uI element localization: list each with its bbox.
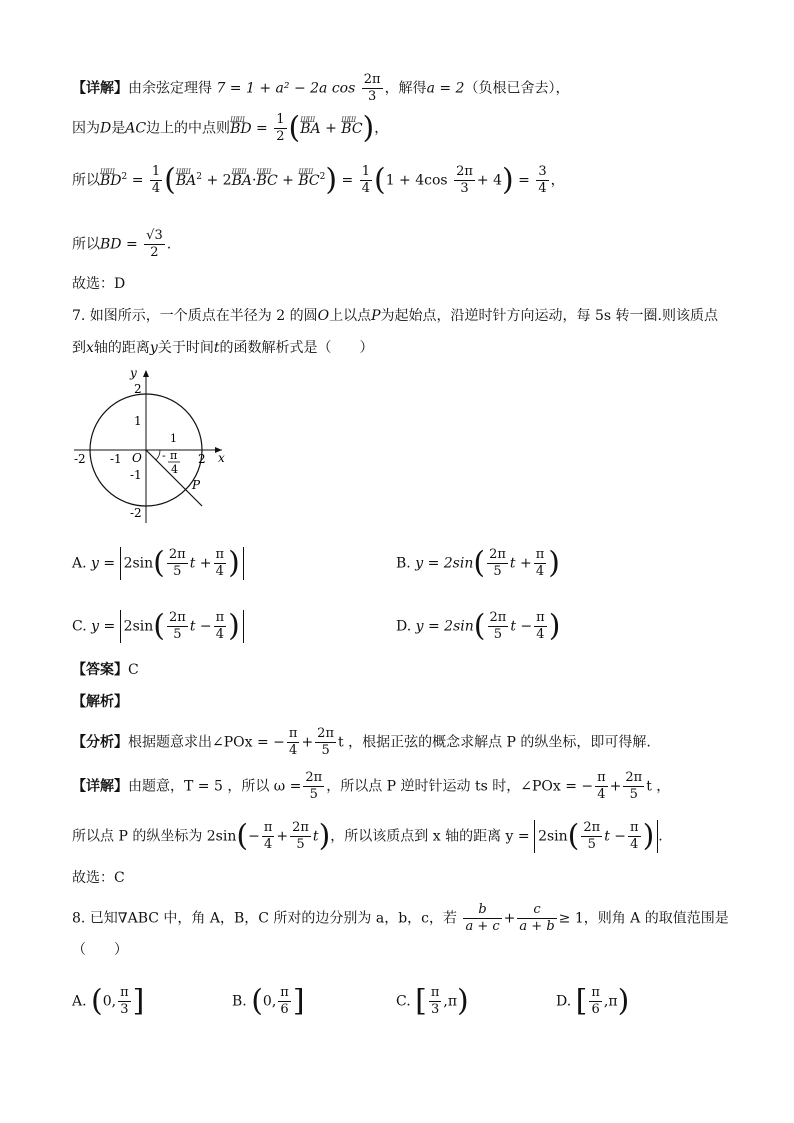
fraction — [463, 902, 501, 935]
numerator: π — [535, 547, 545, 562]
fraction — [454, 164, 475, 197]
paren: ) — [501, 162, 514, 198]
text: t − — [604, 828, 627, 845]
equation: 7 = 1 + a² − 2a cos — [216, 80, 356, 97]
eq: = — [131, 172, 144, 189]
numerator: 2π — [489, 547, 506, 562]
denominator: 5 — [629, 787, 638, 802]
origin-label: O — [132, 451, 142, 465]
text: 2sin — [538, 828, 568, 845]
numerator: 1 — [276, 112, 285, 127]
text: 为起始点，沿逆时针方向运动，每 5s 转一圈.则该质点 — [380, 308, 718, 324]
text: 1 + 4cos — [385, 172, 448, 189]
q8-stem — [72, 902, 729, 935]
var-P: P — [371, 308, 381, 324]
answer-tag: 【答案】 — [72, 662, 128, 678]
text: 到 — [72, 340, 86, 356]
paren: ) — [362, 110, 375, 146]
fraction — [589, 985, 602, 1018]
sup: 2 — [196, 171, 203, 182]
numerator: π — [288, 726, 298, 741]
text: ，所以点 P 逆时针运动 ts 时，∠POx = − — [326, 778, 594, 795]
numerator: π — [536, 610, 545, 625]
text: 轴的距离 — [93, 340, 150, 356]
denominator: 4 — [536, 627, 545, 642]
detail-line-1 — [72, 72, 569, 105]
fraction — [290, 820, 311, 853]
q7-xiangjie-2 — [72, 820, 663, 853]
abs-bars — [534, 820, 658, 853]
paren: ) — [318, 818, 331, 854]
option-key: A. — [72, 993, 87, 1010]
text: ， — [550, 172, 565, 189]
text: 关于时间 — [157, 340, 214, 356]
text: 根据题意求出∠POx = − — [128, 734, 285, 751]
numerator: 2π — [489, 610, 507, 625]
abs-bars — [120, 547, 244, 580]
answer-value: C — [128, 662, 139, 678]
q8-option-c[interactable] — [396, 985, 469, 1018]
paren: ( — [164, 162, 176, 198]
text: ≥ 1，则角 A 的取值范围是 — [558, 910, 729, 927]
numerator: π — [630, 820, 639, 835]
text: 所以点 P 的纵坐标为 2sin — [72, 828, 237, 845]
text: 因为 — [72, 120, 100, 137]
fraction — [214, 547, 227, 580]
text: t — [312, 828, 319, 845]
denominator: 3 — [120, 1002, 129, 1017]
paren: ) — [228, 545, 240, 581]
q7-fenxi — [72, 726, 651, 759]
text: ， — [374, 120, 389, 137]
numerator: 2π — [305, 770, 323, 785]
option-key: A. — [72, 555, 87, 572]
q7-option-a[interactable] — [72, 547, 244, 580]
fraction — [360, 164, 372, 197]
numerator: 1 — [151, 164, 161, 179]
vector-BC: ШШ BC — [256, 171, 277, 191]
text: 8. 已知∇ABC 中，角 A，B，C 所对的边分别为 a，b，c，若 — [72, 910, 458, 927]
numerator: 2π — [168, 547, 186, 562]
text: t + — [189, 555, 212, 572]
fraction — [167, 610, 188, 643]
numerator: b — [463, 902, 501, 919]
fraction — [274, 112, 286, 145]
vector-BA: ШШ BA — [176, 171, 196, 191]
paren: ( — [153, 545, 165, 581]
fraction — [262, 820, 275, 853]
paren: ( — [567, 818, 580, 854]
text: t ，根据正弦的概念求解点 P 的纵坐标，即可得解. — [338, 734, 651, 751]
denominator: 6 — [280, 1002, 289, 1017]
denominator: 5 — [321, 743, 330, 758]
numerator: 1 — [361, 164, 370, 179]
op: + — [609, 778, 622, 795]
fraction — [278, 985, 291, 1018]
q8-paren: （ ） — [72, 942, 128, 958]
lhs: y = 2sin — [415, 618, 474, 635]
denominator: 2 — [150, 245, 159, 260]
numerator: 2π — [317, 726, 334, 741]
op: − — [248, 828, 260, 845]
numerator: π — [215, 547, 225, 562]
q7-option-b[interactable] — [396, 547, 560, 580]
text: t ， — [646, 778, 671, 795]
var-D: D — [100, 120, 112, 137]
angle-den: 4 — [171, 463, 178, 476]
text: 的函数解析式是（ ） — [219, 340, 374, 356]
q7-xiangjie-1 — [72, 770, 670, 803]
numerator: 2π — [456, 164, 473, 179]
denominator: 3 — [460, 181, 469, 196]
vector-BA: ШШ BA — [232, 171, 252, 191]
numerator: π — [280, 985, 289, 1000]
bracket: ] — [132, 983, 145, 1019]
angle-pi: π — [170, 449, 178, 462]
op: + — [276, 828, 289, 845]
numerator: 2π — [363, 72, 381, 87]
option-key: C. — [72, 618, 87, 635]
denominator: 4 — [289, 743, 298, 758]
vector-BC: ШШ BC — [298, 171, 319, 191]
angle-arc — [156, 450, 160, 460]
fraction — [167, 547, 188, 580]
q7-option-d[interactable] — [396, 610, 560, 643]
denominator: 5 — [309, 787, 318, 802]
xiangjie-tag: 【详解】 — [72, 778, 128, 795]
tick-x-neg2: -2 — [74, 452, 86, 466]
eq: = — [518, 172, 530, 189]
numerator: π — [430, 985, 440, 1000]
option-key: D. — [556, 993, 572, 1010]
denominator: a + b — [519, 919, 555, 934]
text: 是 — [111, 120, 126, 137]
fraction — [144, 228, 165, 261]
text: ,π — [443, 993, 458, 1010]
fraction — [536, 164, 548, 197]
denominator: 5 — [493, 564, 502, 579]
q8-option-a[interactable] — [72, 985, 144, 1018]
numerator: π — [597, 770, 606, 785]
paren: ) — [228, 608, 240, 644]
denominator: 5 — [493, 627, 503, 642]
fraction — [429, 985, 442, 1018]
numerator: π — [215, 610, 225, 625]
fraction — [628, 820, 641, 853]
paren: ) — [548, 545, 560, 581]
fraction — [287, 726, 300, 759]
denominator: 4 — [597, 787, 606, 802]
numerator: 2π — [583, 820, 601, 835]
vector-BA: ШШ BA — [300, 119, 320, 139]
vector-BC: ШШ BC — [341, 119, 362, 139]
tick-y-1: 1 — [134, 414, 142, 428]
abs-bars — [120, 610, 244, 643]
denominator: 4 — [538, 181, 547, 196]
eq: = — [341, 172, 354, 189]
text: . — [658, 828, 663, 845]
paren: ( — [473, 608, 486, 644]
text: （负根已舍去）， — [464, 80, 570, 97]
fraction — [595, 770, 608, 803]
numerator: 2π — [292, 820, 309, 835]
text: 2sin — [123, 618, 154, 635]
numerator: π — [120, 985, 129, 1000]
denominator: 3 — [430, 1002, 440, 1017]
text: t + — [509, 555, 532, 572]
fraction — [581, 820, 602, 853]
text: ，所以该质点到 x 轴的距离 y = — [330, 828, 530, 845]
text: ,π — [603, 993, 618, 1010]
numerator: 2π — [168, 610, 186, 625]
var-x: x — [86, 340, 94, 356]
fraction — [303, 770, 324, 803]
denominator: 4 — [630, 837, 639, 852]
fraction — [534, 547, 547, 580]
angle-minus: - — [162, 449, 166, 462]
bracket: [ — [415, 983, 427, 1019]
text: 上以点 — [329, 308, 372, 324]
q7-stem-line-1 — [72, 306, 718, 326]
x-label: x — [218, 451, 225, 465]
denominator: a + c — [465, 919, 500, 934]
paren: ( — [153, 608, 165, 644]
paren: ) — [325, 162, 338, 198]
text: t − — [189, 618, 212, 635]
fraction — [118, 985, 131, 1018]
detail-line-3 — [72, 164, 565, 197]
text: t − — [510, 618, 533, 635]
paren: ( — [288, 110, 301, 146]
y-label: y — [130, 366, 137, 380]
equation: BD = — [100, 236, 138, 253]
lhs: y = 2sin — [415, 555, 474, 572]
bracket: ) — [457, 983, 469, 1019]
q7-final: 故选：C — [72, 870, 125, 886]
bracket: [ — [575, 983, 588, 1019]
denominator: 4 — [361, 181, 370, 196]
denominator: 4 — [151, 181, 161, 196]
fraction — [534, 610, 547, 643]
text: 所以 — [72, 236, 100, 253]
fraction — [315, 726, 336, 759]
numerator: π — [591, 985, 600, 1000]
tick-y-neg1: -1 — [130, 468, 142, 482]
tick-x-1: 1 — [170, 432, 177, 445]
y-axis-arrow — [143, 370, 149, 377]
bracket: ( — [91, 983, 103, 1019]
op: + — [301, 734, 314, 751]
bracket: ] — [292, 983, 305, 1019]
denominator: 5 — [296, 837, 305, 852]
q8-option-b[interactable] — [232, 985, 305, 1018]
tick-y-neg2: -2 — [130, 506, 142, 520]
paren: ) — [642, 818, 655, 854]
numerator: c — [517, 902, 556, 919]
denominator: 2 — [276, 129, 285, 144]
option-key: B. — [232, 993, 247, 1010]
numerator: 3 — [538, 164, 547, 179]
text: . — [166, 236, 172, 253]
numerator: 2π — [625, 770, 643, 785]
numerator: π — [263, 820, 273, 835]
denominator: 4 — [263, 837, 273, 852]
denominator: 5 — [587, 837, 596, 852]
fraction — [150, 164, 162, 197]
op: · — [251, 172, 257, 189]
q7-stem-line-2 — [72, 338, 373, 358]
vector-BD: ШШ BD — [100, 171, 122, 191]
fraction — [623, 770, 644, 803]
text: 所以 — [72, 172, 100, 189]
var-O: O — [317, 308, 330, 324]
option-key: D. — [396, 618, 412, 635]
text: 由余弦定理得 — [128, 80, 212, 97]
denominator: 4 — [215, 627, 225, 642]
denominator: 5 — [173, 564, 182, 579]
detail-tag: 【详解】 — [72, 80, 128, 97]
fraction — [214, 610, 227, 643]
var-AC: AC — [125, 120, 147, 137]
text: 2sin — [123, 555, 154, 572]
denominator: 3 — [368, 89, 377, 104]
paren: ( — [473, 545, 486, 581]
sup: 2 — [121, 171, 128, 182]
q8-option-d[interactable] — [556, 985, 629, 1018]
lhs: y = — [91, 618, 116, 635]
text: 边上的中点则 — [146, 120, 231, 137]
solution: a = 2 — [426, 80, 465, 97]
op: + — [282, 172, 294, 189]
option-key: C. — [396, 993, 411, 1010]
numerator: √3 — [146, 228, 163, 243]
q7-answer — [72, 660, 139, 680]
option-key: B. — [396, 555, 411, 572]
q7-option-c[interactable] — [72, 610, 244, 643]
text: + 4 — [476, 172, 502, 189]
tick-x-2: 2 — [198, 452, 206, 466]
q7-analysis-tag: 【解析】 — [72, 694, 128, 710]
denominator: 6 — [591, 1002, 600, 1017]
text: 由题意，T = 5 ，所以 ω = — [128, 778, 302, 795]
denominator: 5 — [173, 627, 182, 642]
sup: 2 — [319, 171, 326, 182]
detail-line-2 — [72, 112, 388, 145]
var-y: y — [149, 340, 158, 356]
lhs: y = — [91, 555, 116, 572]
unit-circle-figure — [70, 365, 230, 525]
bracket: ( — [251, 983, 263, 1019]
text: 7. 如图所示，一个质点在半径为 2 的圆 — [72, 308, 318, 324]
eq: = — [256, 120, 268, 137]
op: + — [503, 910, 516, 927]
fraction — [517, 902, 556, 935]
fraction — [487, 547, 508, 580]
detail-line-4 — [72, 228, 171, 261]
denominator: 4 — [535, 564, 545, 579]
paren: ( — [373, 162, 386, 198]
text: 0, — [262, 993, 277, 1010]
text: ，解得 — [384, 80, 427, 97]
bracket: ) — [617, 983, 630, 1019]
answer-line-q6: 故选：D — [72, 276, 126, 292]
fenxi-tag: 【分析】 — [72, 734, 128, 751]
text: 0, — [102, 993, 117, 1010]
op: + — [325, 120, 337, 137]
fraction — [362, 72, 383, 105]
paren: ( — [236, 818, 249, 854]
denominator: 4 — [215, 564, 224, 579]
fraction — [488, 610, 509, 643]
point-label: P — [192, 478, 201, 492]
tick-x-neg1: -1 — [110, 452, 122, 466]
vector-BD: ШШ BD — [230, 119, 252, 139]
op: + 2 — [206, 172, 232, 189]
paren: ) — [548, 608, 561, 644]
var-t: t — [213, 340, 220, 356]
tick-y-2: 2 — [134, 382, 142, 396]
